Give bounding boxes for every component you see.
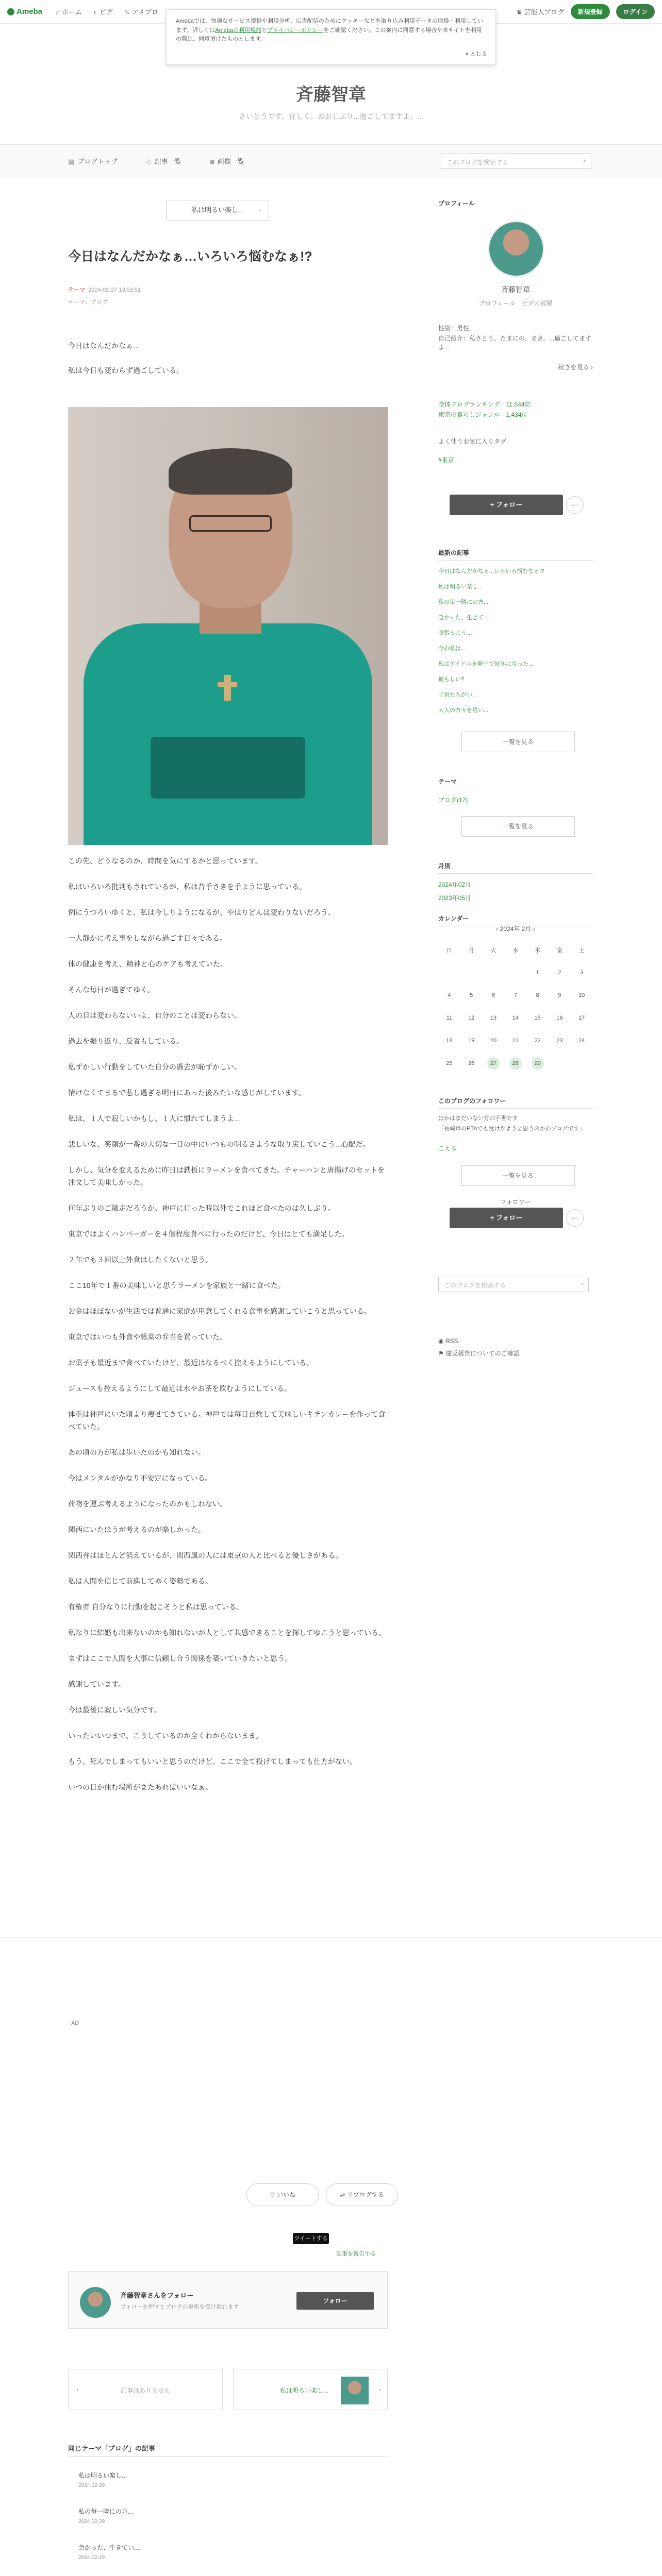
- profile-avatar[interactable]: [488, 221, 544, 277]
- same-theme-date: 2024-02-29: [78, 2483, 105, 2488]
- calendar-day[interactable]: 19: [468, 1038, 475, 1044]
- top-nav-pigg[interactable]: ◐ ピグ: [93, 8, 113, 16]
- prev-entry-box[interactable]: ‹ 記事はありません: [68, 2369, 223, 2410]
- chevron-right-icon: ›: [379, 2386, 381, 2393]
- blog-search-input[interactable]: このブログを検索する ⌕: [441, 154, 591, 169]
- calendar-day[interactable]: 10: [578, 992, 585, 998]
- calendar-week: [438, 1007, 593, 1029]
- entry-paragraph: 今はメンタルがかなり不安定になっている。: [68, 1474, 212, 1482]
- ranking-genre[interactable]: 東京の暮らしジャンル 1,434位: [438, 411, 528, 418]
- followers-count: フォロワー: [500, 1198, 531, 1206]
- entry-paragraph: そんな毎日が過ぎてゆく。: [68, 986, 155, 994]
- entry-date: テーマ 2024-02-27 13:52:51: [68, 287, 141, 293]
- brand-name: Ameba: [16, 7, 43, 16]
- search-icon[interactable]: ⌕: [583, 157, 587, 164]
- entry-paragraph: 私なりに結婚も出来ないのかも知れないが人として共感できることを探してゆこうと思っている。: [68, 1629, 386, 1637]
- calendar-day[interactable]: 14: [512, 1015, 519, 1021]
- calendar-day[interactable]: 27: [483, 1057, 505, 1070]
- entry-paragraph: 過去を振り返り、反省もしている。: [68, 1037, 184, 1045]
- home-icon: ⌂: [56, 8, 60, 16]
- same-theme-item[interactable]: [78, 2543, 139, 2561]
- calendar-day[interactable]: 22: [534, 1038, 541, 1044]
- home-icon: ▤: [68, 158, 75, 165]
- follow-button[interactable]: + フォロー: [450, 495, 563, 515]
- share-button[interactable]: ツイートする: [293, 2233, 329, 2244]
- top-nav: [56, 7, 158, 16]
- calendar-day[interactable]: 3: [580, 970, 584, 976]
- calendar-heading: カレンダー: [438, 914, 593, 930]
- entry-paragraph: 人の目は変わらないいよ、自分のことは変わらない。: [68, 1011, 241, 1020]
- archive-item[interactable]: 2023年05月: [438, 894, 472, 902]
- weekday-label: 月: [468, 947, 474, 954]
- entry-intro-1: 今日はなんだかなぁ…: [68, 342, 140, 350]
- notice-text-2: と: [261, 27, 267, 33]
- calendar-day[interactable]: 29: [526, 1057, 549, 1070]
- next-entry-button[interactable]: 私は明るい楽し... ›: [166, 200, 269, 221]
- entry-paragraph: お金はほぼないが生活では普通に家庭が用意してくれる食事を感謝していこうと思っている。: [68, 1307, 371, 1315]
- profile-heading: プロフィール: [438, 199, 593, 215]
- entry-paragraph: 私ずかしい行動をしていた自分の過去が恥ずかしい。: [68, 1063, 241, 1071]
- sidebar-search-input[interactable]: このブログを検索する ⌕: [438, 1277, 589, 1292]
- entry-paragraph: 私は人間を信じて前進してゆく姿勢である。: [68, 1577, 212, 1585]
- reblog-icon: ⇄: [340, 2191, 345, 2198]
- profile-name[interactable]: 斉藤智章: [501, 285, 530, 294]
- blog-nav: [0, 144, 662, 177]
- terms-link[interactable]: Amebaの利用規約: [215, 27, 261, 33]
- same-theme-title: 私の毎一隣にの方...: [78, 2508, 134, 2515]
- rss-icon: ◉: [438, 1337, 444, 1345]
- calendar-day[interactable]: 18: [446, 1038, 453, 1044]
- reblog-button[interactable]: ⇄ リブログする: [326, 2183, 398, 2206]
- entry-paragraph: もう、死んでしまってもいいと思うのだけど、ここで全て投げてしまっても仕方がない。: [68, 1757, 357, 1766]
- recent-item[interactable]: 今の私は…: [438, 646, 467, 652]
- more-options-button-2[interactable]: [566, 1209, 584, 1227]
- entry-paragraph: ジュースも控えるようにして最近は水やお茶を飲むようにしている。: [68, 1384, 292, 1393]
- same-theme-date: 2024-02-29: [78, 2519, 105, 2524]
- like-button[interactable]: ♡ いいね: [246, 2183, 319, 2206]
- follow-button-2[interactable]: + フォロー: [450, 1208, 563, 1228]
- calendar-day[interactable]: 17: [578, 1015, 585, 1021]
- search-icon[interactable]: ⌕: [581, 1280, 584, 1287]
- recent-item[interactable]: 私は明るい楽し...: [438, 584, 483, 590]
- report-entry-link[interactable]: 記事を報告する: [336, 2251, 376, 2257]
- entry-paragraph: 体の健康を考え、精神と心のケアも考えていた。: [68, 960, 227, 968]
- calendar-day[interactable]: 5: [470, 992, 473, 998]
- report-link[interactable]: ⚑ 違反報告についてのご確認: [438, 1350, 520, 1357]
- recent-item[interactable]: 頼もしい?: [438, 676, 465, 683]
- calendar-weekdays: [438, 939, 593, 961]
- camera-icon: ◙: [210, 158, 214, 165]
- calendar-month: ‹ 2024年 2月 ›: [496, 925, 535, 933]
- calendar-day[interactable]: 13: [490, 1015, 497, 1021]
- calendar-day[interactable]: 4: [448, 992, 451, 998]
- ranking-overall[interactable]: 全体ブログランキング 11,544位: [438, 401, 531, 408]
- calendar-day[interactable]: 9: [558, 992, 561, 998]
- follow-card-name: 斉藤智章さんをフォロー: [120, 2292, 194, 2299]
- entry-paragraph: 例にうつろいゆくと、私は今しりようになるが、やはりどんは変わりないだろう。: [68, 908, 335, 917]
- blog-nav-items: [68, 156, 244, 166]
- entry-paragraph: 感謝しています。: [68, 1680, 125, 1688]
- entry-paragraph: 体重は神戸にいた頃より痩せてきている。神戸では毎日自炊して美味しいキチンカレーを作って食べていた。: [68, 1410, 386, 1431]
- privacy-link[interactable]: プライバシーポリシー: [267, 27, 324, 33]
- same-theme-title: 急かった、生きてい...: [78, 2544, 140, 2551]
- entry-paragraph: 情けなくてまるで悲し過ぎる明日にあった後みたいな感じがしています。: [68, 1089, 306, 1097]
- more-options-button[interactable]: [566, 496, 584, 514]
- notice-text-1: Amebaでは、快適なサービス提供や利用分析、広告配信のためにクッキーなどを取り込み利用データの取得・利用しています。詳しくは: [176, 18, 483, 33]
- calendar-day[interactable]: 15: [534, 1015, 541, 1021]
- entry-paragraph: 私はいろいろ批判もされているが、私は昔手さきを手ように思っている。: [68, 883, 306, 891]
- followers-link[interactable]: こえる: [438, 1145, 457, 1152]
- weekday-label: 水: [512, 947, 519, 954]
- recent-more-button[interactable]: 一覧を見る: [461, 732, 575, 752]
- entry-intro-2: 私は今日も変わらず過ごしている。: [68, 366, 184, 375]
- calendar-day[interactable]: 24: [578, 1038, 585, 1044]
- weekday-label: 金: [556, 947, 562, 954]
- calendar-day[interactable]: 25: [446, 1060, 453, 1066]
- calendar-day[interactable]: 6: [491, 992, 495, 998]
- entry-title: 今日はなんだかなぁ…いろいろ悩むなぁ!?: [68, 249, 312, 264]
- nav-image-list[interactable]: ◙ 画像一覧: [210, 158, 244, 165]
- calendar-week: [438, 984, 593, 1007]
- calendar-day[interactable]: 11: [446, 1015, 453, 1021]
- notice-text-3: をご確認ください。この案内に同意する場合や本サイトを利用の際は、同意頂けたものとします。: [176, 27, 482, 43]
- login-button[interactable]: ログイン: [616, 4, 655, 19]
- calendar-day[interactable]: 8: [536, 992, 539, 998]
- entry-paragraph: 有権者 自分なりに行動を起こそうと私は思っている。: [68, 1603, 243, 1611]
- ellipsis-icon: ⋯: [571, 501, 578, 509]
- entry-paragraph: 私は、１人で寂しいかもし、１人に慣れてしまうよ...: [68, 1114, 240, 1123]
- recent-item[interactable]: 私の毎一隣にの方...: [438, 599, 489, 605]
- entry-paragraph: しかし、気分を変えるために昨日は鉄板にラーメンを食べてきた。チャーハンと唐揚げのセットを注文して美味しかった。: [68, 1166, 385, 1187]
- entry-paragraph: いつの日か住む場所がまたあればいいなぁ。: [68, 1783, 212, 1791]
- recent-item[interactable]: 今日はなんだかなぁ...いろいろ悩むなぁ!?: [438, 568, 544, 574]
- recent-item[interactable]: 大人の方々を思い...: [438, 707, 489, 714]
- followers-heading: このブログのフォロワー: [438, 1096, 593, 1113]
- entry-photo[interactable]: [68, 407, 388, 845]
- entry-paragraph: 荷物を運ぶ考えるようになったのかもしれない。: [68, 1500, 227, 1508]
- entry-paragraph: お菓子も最近まで食べていたけど、最近はなるべく控えるようにしている。: [68, 1359, 313, 1367]
- nav-entry-list[interactable]: ◇ 記事一覧: [146, 158, 181, 165]
- profile-sub: プロフィール ピグの部屋: [478, 300, 553, 307]
- signup-button[interactable]: 新規登録: [571, 4, 610, 19]
- same-theme-heading: 同じテーマ「ブログ」の記事: [68, 2445, 156, 2452]
- followers-more-button[interactable]: 一覧を見る: [461, 1165, 575, 1186]
- follow-card-text: フォローを押すとブログの更新を受け取れます: [120, 2304, 239, 2310]
- entry-paragraph: 関西弁はほとんど消えているが、関西風の人には東京の人と比べると優しさがある。: [68, 1551, 342, 1560]
- celebrity-blog-link[interactable]: ♛ 芸能人ブログ: [516, 8, 565, 16]
- next-entry-thumb: [341, 2377, 369, 2404]
- entry-theme[interactable]: テーマ：ブログ: [68, 299, 108, 306]
- weekday-label: 日: [446, 947, 452, 954]
- ad-area: [0, 1937, 662, 2123]
- followers-text-1: ほかはまだいない方の手書です: [438, 1115, 518, 1122]
- pigg-icon: ◐: [93, 8, 97, 16]
- entry-paragraph: 東京ではいつも外食や総菜の弁当を買っていた。: [68, 1333, 227, 1341]
- entry-paragraph: 東京ではよくハンバーガーを４個程度食べに行ったのだけど、今日はとても満足した。: [68, 1230, 349, 1238]
- chevron-right-icon: ›: [259, 206, 261, 214]
- recent-item[interactable]: 頑張るよう…: [438, 630, 472, 636]
- calendar-day[interactable]: 23: [556, 1038, 563, 1044]
- weekday-label: 土: [578, 947, 585, 954]
- calendar-day[interactable]: 28: [504, 1057, 526, 1070]
- nav-blog-top[interactable]: ▤ ブログトップ: [68, 158, 118, 165]
- blog-title[interactable]: 斉藤智章: [296, 86, 366, 105]
- same-theme-item[interactable]: [78, 2507, 133, 2524]
- crown-icon: ♛: [516, 8, 522, 16]
- profile-intro: 自己紹介：私さとう、たまにの、まさ。...過ごしてますよ...: [438, 335, 592, 351]
- calendar-day[interactable]: 26: [468, 1060, 475, 1066]
- theme-item[interactable]: ブログ(17): [438, 796, 468, 804]
- calendar-day[interactable]: 1: [536, 970, 539, 976]
- archive-heading: 月別: [438, 861, 593, 878]
- ameba-logo[interactable]: [7, 7, 42, 16]
- same-theme-item[interactable]: [78, 2471, 127, 2488]
- tag-heading: よく使うお気に入りタグ: [438, 438, 507, 445]
- followers-text-2: 「長崎市のPTAでも受けかようと思うのかのブログです」: [438, 1126, 585, 1132]
- calendar-week: [438, 961, 593, 984]
- top-nav-home[interactable]: ⌂ ホーム: [56, 8, 82, 16]
- profile-gender: 性別：男性: [438, 325, 470, 332]
- chevron-left-icon: ‹: [77, 2386, 79, 2393]
- close-icon: ×: [465, 51, 469, 58]
- calendar-day[interactable]: 21: [512, 1038, 519, 1044]
- entry-paragraph: まずはここで人間を大事に信頼し合う関係を築いていきたいと思う。: [68, 1654, 292, 1663]
- flag-icon: ⚑: [438, 1350, 444, 1357]
- calendar-day[interactable]: 20: [490, 1038, 497, 1044]
- ameba-logo-icon: [7, 8, 14, 15]
- next-entry-box[interactable]: 私は明るい楽し... ›: [233, 2369, 388, 2410]
- ad-label: AD: [71, 2020, 79, 2026]
- entry-paragraph: ここ10年で１番の美味しいと思うラーメンを家族と一緒に食べた。: [68, 1281, 285, 1290]
- calendar: [438, 939, 593, 1075]
- theme-more-button[interactable]: 一覧を見る: [461, 816, 575, 837]
- same-theme-date: 2024-02-29: [78, 2555, 105, 2561]
- weekday-label: 木: [535, 947, 541, 954]
- follow-card-button[interactable]: フォロー: [296, 2292, 374, 2310]
- entry-paragraph: 悲しいな、笑顔が一番の大切な一日の中にいつもの明るさような取り戻していこう...心配だ。: [68, 1140, 370, 1148]
- tag-item[interactable]: #東京: [438, 456, 454, 464]
- top-right: [516, 4, 655, 19]
- calendar-week: [438, 1029, 593, 1052]
- entry-paragraph: いったいいつまで、こうしているのか全くわからないまま。: [68, 1732, 263, 1740]
- blog-description: さいとうです。宜しく。おおしぶり...過ごしてますよ。...: [239, 112, 423, 121]
- top-nav-ameblo[interactable]: ✎ アメブロ: [124, 8, 158, 16]
- entry-paragraph: 今は最後に寂しい気分です。: [68, 1706, 161, 1714]
- divider: [68, 2456, 388, 2457]
- calendar-day[interactable]: 2: [558, 970, 561, 976]
- calendar-week: [438, 1052, 593, 1075]
- follow-card: [68, 2271, 388, 2329]
- entry-paragraph: 何年ぶりのご馳走だろうか、神戸に行った時以外でこれほど食べたのは久しぶり。: [68, 1204, 335, 1212]
- entry-paragraph: ２年でも３回以上外食はしたくないと思う。: [68, 1256, 212, 1264]
- cookie-notice: [166, 9, 496, 65]
- recent-item[interactable]: 子供たちがい…: [438, 692, 478, 698]
- archive-item[interactable]: 2024年02月: [438, 881, 472, 888]
- entry-paragraph: この先、どうなるのか、時間を気にするかと思っています。: [68, 857, 262, 865]
- weekday-label: 火: [490, 947, 496, 954]
- entry-paragraph: あの頃の方が私は歩いたのかも知れない。: [68, 1448, 205, 1456]
- recent-item[interactable]: 私はアイドルを夢中で好きになった...: [438, 661, 534, 667]
- entry-paragraph: 一人静かに考え事をしながら過ごす日々である。: [68, 934, 227, 942]
- theme-heading: テーマ: [438, 777, 593, 793]
- calendar-day[interactable]: 12: [468, 1015, 475, 1021]
- recent-item[interactable]: 急かった、生きて…: [438, 615, 489, 621]
- entry-paragraph: 関西にいたほうが考えるのが楽しかった。: [68, 1526, 205, 1534]
- tag-icon: ◇: [146, 158, 152, 165]
- follow-card-avatar[interactable]: [80, 2287, 111, 2318]
- same-theme-title: 私は明るい楽し...: [78, 2472, 127, 2479]
- profile-detail-link[interactable]: 続きを見る ›: [558, 364, 593, 371]
- notice-close-button[interactable]: × とじる: [465, 51, 487, 58]
- calendar-day[interactable]: 7: [514, 992, 517, 998]
- ameblo-icon: ✎: [124, 8, 130, 16]
- heart-icon: ♡: [269, 2191, 275, 2198]
- recent-heading: 最新の記事: [438, 548, 593, 565]
- calendar-day[interactable]: 16: [556, 1015, 563, 1021]
- ellipsis-icon: ⋯: [571, 1214, 578, 1222]
- rss-link[interactable]: ◉ RSS: [438, 1337, 458, 1345]
